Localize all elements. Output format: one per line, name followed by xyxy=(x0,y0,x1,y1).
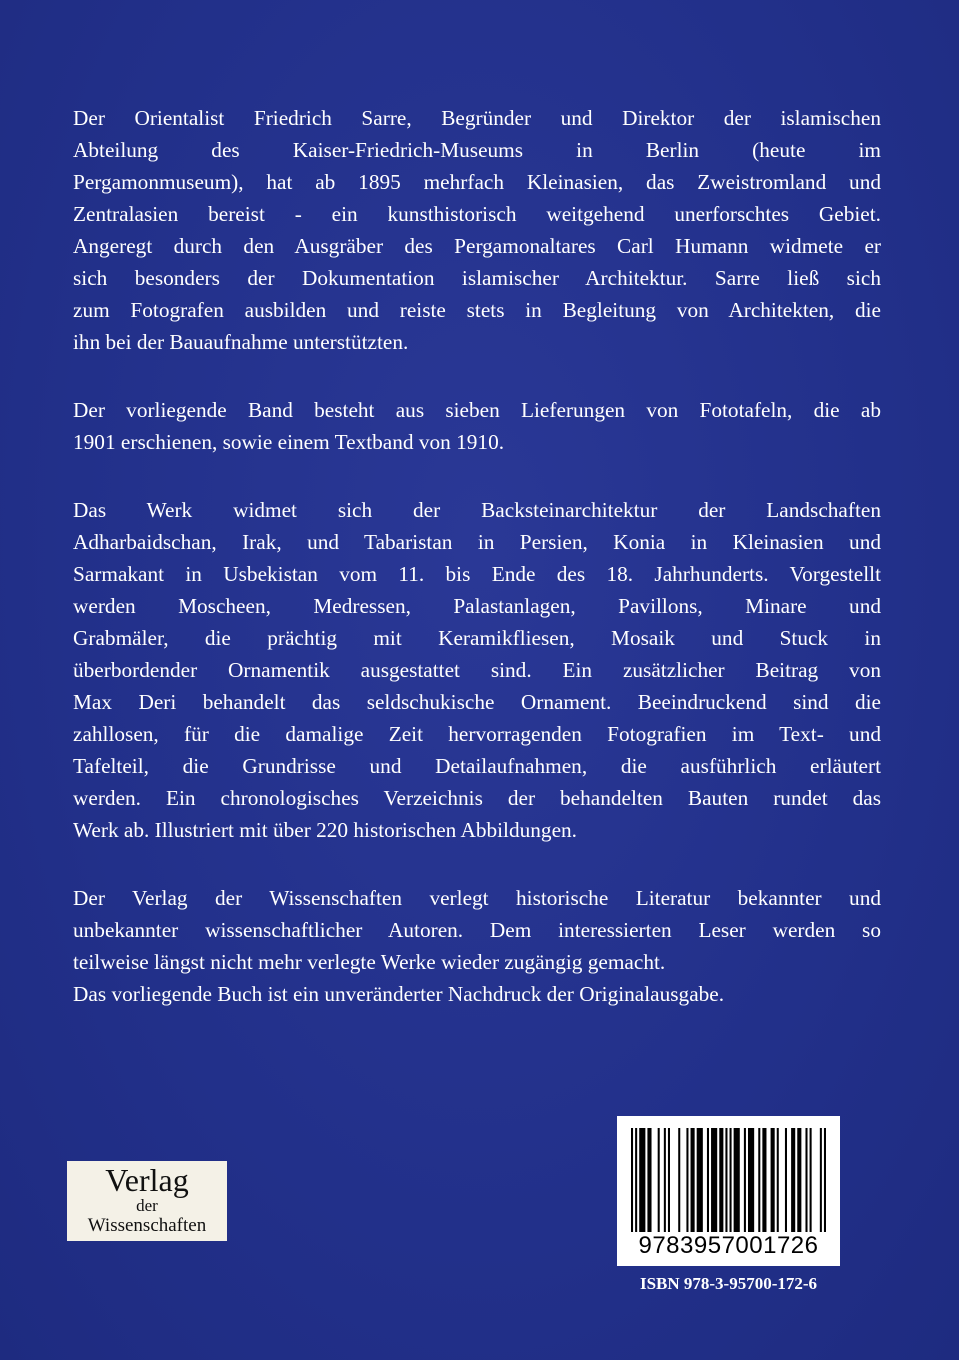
barcode-bar xyxy=(631,1128,633,1232)
barcode-bar xyxy=(711,1128,717,1232)
paragraph-3 xyxy=(73,494,881,846)
barcode-bars xyxy=(631,1128,826,1232)
text-line: Werk ab. Illustriert mit über 220 historischen Abbildungen. xyxy=(73,818,577,842)
barcode-bar xyxy=(805,1128,807,1232)
text-line: Das vorliegende Buch ist ein unveränderter Nachdruck der Originalausgabe. xyxy=(73,982,725,1006)
barcode-bar xyxy=(791,1128,795,1232)
barcode-bar xyxy=(719,1128,723,1232)
barcode-bar xyxy=(635,1128,637,1232)
text-line: werden Moscheen, Medressen, Palastanlagen, Pavillons, Minare und xyxy=(73,594,881,618)
publisher-logo-line-2: der xyxy=(136,1196,158,1215)
text-line: Angeregt durch den Ausgräber des Pergamonaltares Carl Humann widmete er xyxy=(73,234,881,258)
paragraph-1 xyxy=(73,102,881,358)
barcode-bar xyxy=(725,1128,727,1232)
text-line: Tafelteil, die Grundrisse und Detailaufnahmen, die ausführlich erläutert xyxy=(73,754,881,778)
text-line: werden. Ein chronologisches Verzeichnis der behandelten Bauten rundet das xyxy=(73,786,881,810)
text-line: Pergamonmuseum), hat ab 1895 mehrfach Kleinasien, das Zweistromland und xyxy=(73,170,881,194)
barcode-bar xyxy=(664,1128,666,1232)
text-line: Max Deri behandelt das seldschukische Ornament. Beeindruckend sind die xyxy=(73,690,881,714)
text-line: Grabmäler, die prächtig mit Keramikfliesen, Mosaik und Stuck in xyxy=(73,626,881,650)
text-line: sich besonders der Dokumentation islamischer Architektur. Sarre ließ sich xyxy=(73,266,881,290)
text-line: Adharbaidschan, Irak, und Tabaristan in Persien, Konia in Kleinasien und xyxy=(73,530,881,554)
text-line: ihn bei der Bauaufnahme unterstützten. xyxy=(73,330,409,354)
isbn-label: ISBN 978-3-95700-172-6 xyxy=(639,1274,818,1293)
barcode-digits: 9783957001726 xyxy=(638,1232,819,1259)
blurb-text xyxy=(73,102,881,1046)
text-line: teilweise längst nicht mehr verlegte Werke wieder zugängig gemacht. xyxy=(73,950,666,974)
barcode-bar xyxy=(639,1128,645,1232)
barcode-bar xyxy=(730,1128,732,1232)
publisher-logo-line-1: Verlag xyxy=(105,1162,189,1198)
text-line: 1901 erschienen, sowie einem Textband von 1910. xyxy=(73,430,505,454)
text-line: unbekannter wissenschaftlicher Autoren. Dem interessierten Leser werden so xyxy=(73,918,881,942)
paragraph-4 xyxy=(73,882,881,1010)
barcode-bar xyxy=(762,1128,766,1232)
barcode xyxy=(617,1116,840,1266)
barcode-bar xyxy=(820,1128,822,1232)
barcode-bar xyxy=(707,1128,709,1232)
paragraph-2 xyxy=(73,394,881,458)
barcode-bar xyxy=(691,1128,695,1232)
barcode-bar xyxy=(678,1128,680,1232)
barcode-bar xyxy=(734,1128,740,1232)
barcode-bar xyxy=(797,1128,801,1232)
text-line: Der Orientalist Friedrich Sarre, Begründer und Direktor der islamischen xyxy=(73,106,881,130)
text-line: Der vorliegende Band besteht aus sieben Lieferungen von Fototafeln, die ab xyxy=(73,398,881,422)
barcode-bar xyxy=(697,1128,703,1232)
barcode-bar xyxy=(758,1128,760,1232)
text-line: überbordender Ornamentik ausgestattet sind. Ein zusätzlicher Beitrag von xyxy=(73,658,881,682)
text-line: Der Verlag der Wissenschaften verlegt historische Literatur bekannter und xyxy=(73,886,881,910)
barcode-bar xyxy=(668,1128,670,1232)
text-line: Sarmakant in Usbekistan vom 11. bis Ende des 18. Jahrhunderts. Vorgestellt xyxy=(73,562,881,586)
text-line: Zentralasien bereist - ein kunsthistorisch weitgehend unerforschtes Gebiet. xyxy=(73,202,881,226)
publisher-logo xyxy=(67,1161,227,1241)
text-line: zum Fotografen ausbilden und reiste stets in Begleitung von Architekten, die xyxy=(73,298,881,322)
barcode-bar xyxy=(748,1128,754,1232)
barcode-bar xyxy=(658,1128,660,1232)
text-line: Abteilung des Kaiser-Friedrich-Museums in Berlin (heute im xyxy=(73,138,881,162)
barcode-bar xyxy=(777,1128,779,1232)
barcode-bar xyxy=(647,1128,651,1232)
text-line: Das Werk widmet sich der Backsteinarchitektur der Landschaften xyxy=(73,498,881,522)
barcode-bar xyxy=(810,1128,812,1232)
barcode-bar xyxy=(744,1128,746,1232)
publisher-logo-line-3: Wissenschaften xyxy=(87,1215,207,1236)
barcode-bar xyxy=(824,1128,826,1232)
barcode-bar xyxy=(686,1128,688,1232)
text-line: zahllosen, für die damalige Zeit hervorragenden Fotografien im Text- und xyxy=(73,722,881,746)
barcode-bar xyxy=(771,1128,775,1232)
barcode-bar xyxy=(785,1128,787,1232)
